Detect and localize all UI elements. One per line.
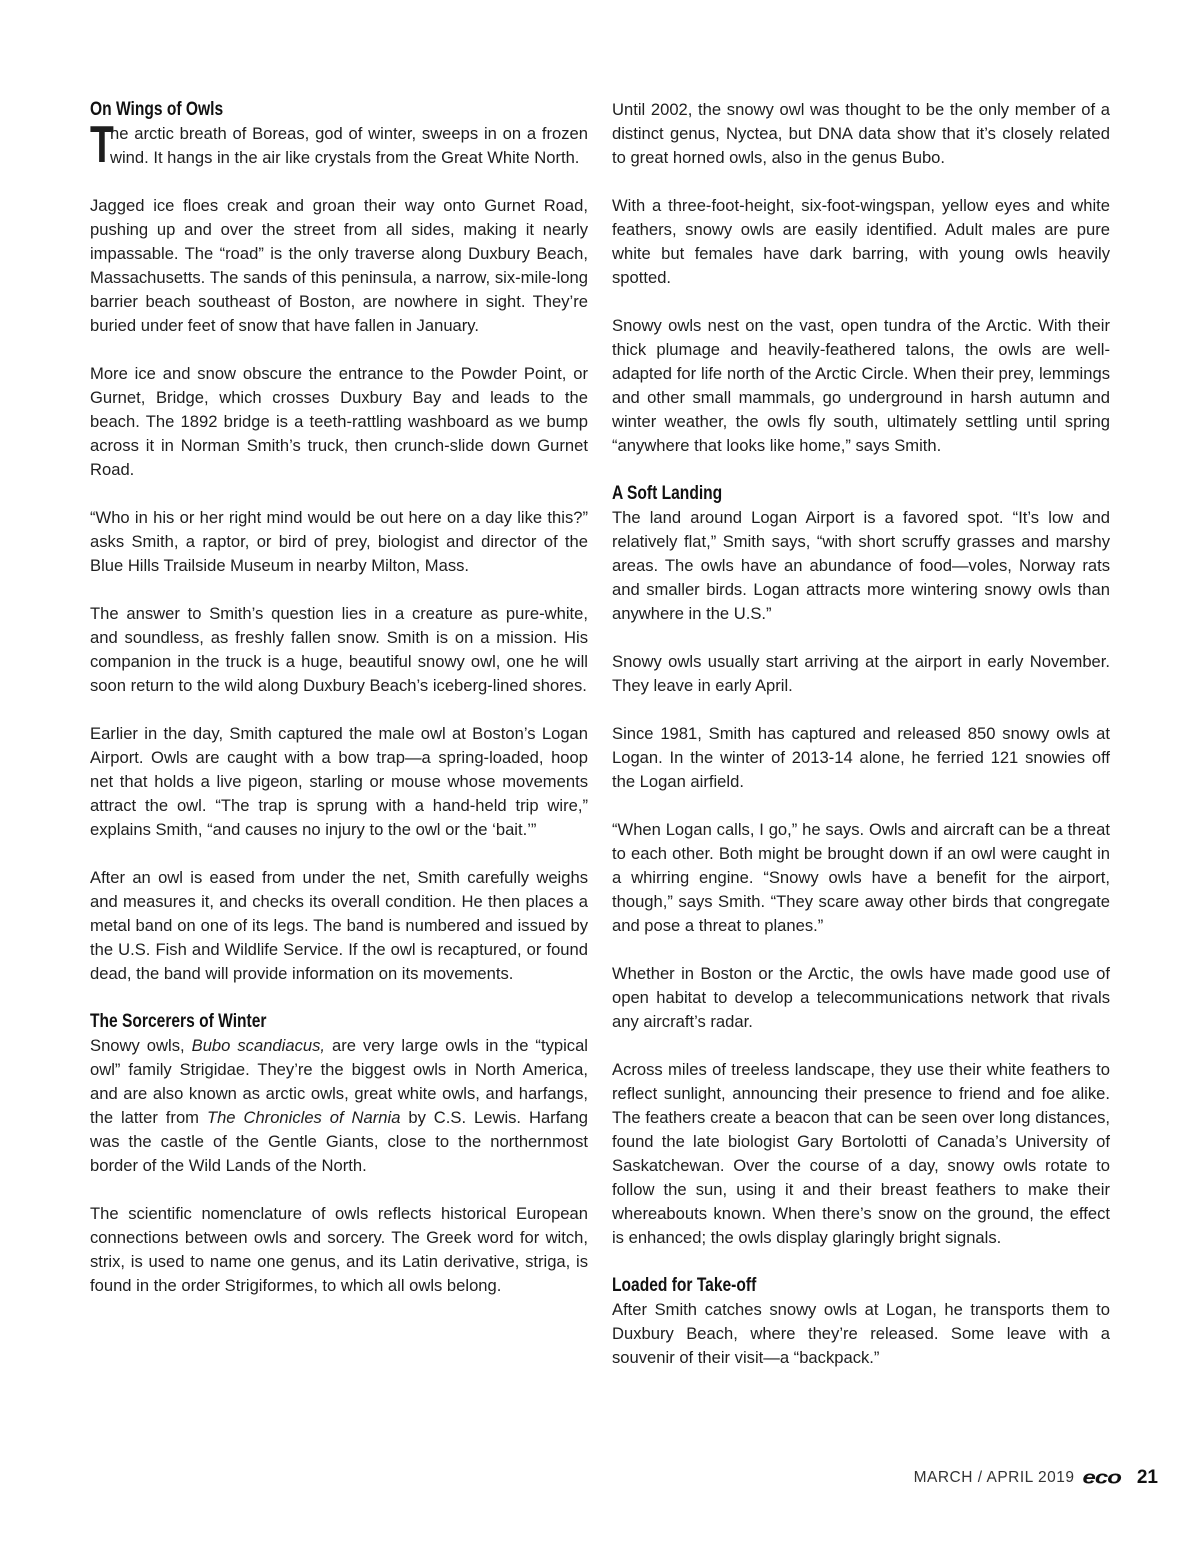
- paragraph: The answer to Smith’s question lies in a creature as pure-white, and soundless, as freshly fallen snow. Smith is on a mission. His companion in the truck is a huge, beautiful snowy owl, one he will soon return to the wild along Duxbury Beach’s iceberg-lined shores.: [90, 604, 588, 695]
- page-number: 21: [1136, 1467, 1158, 1488]
- page-footer: [914, 1463, 1158, 1493]
- paragraph: “Who in his or her right mind would be out here on a day like this?” asks Smith, a raptor, or bird of prey, biologist and director of the Blue Hills Trailside Museum in nearby Milton, Mass.: [90, 508, 588, 575]
- section-heading-on-wings-of-owls: On Wings of Owls: [90, 99, 224, 120]
- left-column: [90, 98, 588, 1322]
- book-title: The Chronicles of Narnia: [206, 1108, 401, 1127]
- paragraph: Across miles of treeless landscape, they use their white feathers to reflect sunlight, announcing their presence to friend and foe alike. The feathers create a beacon that can be seen over long distances, found the late biologist Gary Bortolotti of Canada’s University of Saskatchewan. Over the course of a day, snowy owls rotate to follow the sun, using it and their breast feathers to make their whereabouts known. When there’s snow on the ground, the effect is enhanced; the owls display glaringly bright signals.: [612, 1060, 1110, 1247]
- species-name: Bubo scandiacus,: [191, 1036, 326, 1055]
- paragraph: “When Logan calls, I go,” he says. Owls and aircraft can be a threat to each other. Both might be brought down if an owl were caught in a whirring engine. “Snowy owls have a benefit for the airport, though,” says Smith. “They scare away other birds that congregate and pose a threat to planes.”: [612, 820, 1110, 935]
- paragraph: Earlier in the day, Smith captured the male owl at Boston’s Logan Airport. Owls are caught with a bow trap—a spring-loaded, hoop net that holds a live pigeon, starling or mouse whose movements attract the owl. “The trap is sprung with a hand-held trip wire,” explains Smith, “and causes no injury to the owl or the ‘bait.’”: [90, 724, 588, 839]
- text-span: by C.S. Lewis. Harfang was the castle of the Gentle Giants, close to the northernmost border of the Wild Lands of the North.: [90, 1108, 588, 1175]
- paragraph: Snowy owls nest on the vast, open tundra of the Arctic. With their thick plumage and heavily-feathered talons, the owls are well-adapted for life north of the Arctic Circle. When their prey, lemmings and other small mammals, go underground in harsh autumn and winter weather, the owls fly south, ultimately settling until spring “anywhere that looks like home,” says Smith.: [612, 316, 1110, 455]
- paragraph: The scientific nomenclature of owls reflects historical European connections between owls and sorcery. The Greek word for witch, strix, is used to name one genus, and its Latin derivative, striga, is found in the order Strigiformes, to which all owls belong.: [90, 1204, 588, 1295]
- paragraph: After an owl is eased from under the net, Smith carefully weighs and measures it, and checks its overall condition. He then places a metal band on one of its legs. The band is numbered and issued by the U.S. Fish and Wildlife Service. If the owl is recaptured, or found dead, the band will provide information on its movements.: [90, 868, 588, 983]
- text-span: are very large owls in the “typical owl” family Strigidae. They’re the biggest owls in North America, and are also known as arctic owls, great white owls, and harfangs, the latter from: [90, 1036, 588, 1127]
- issue-date: MARCH / APRIL 2019: [913, 1469, 1075, 1486]
- section-heading-sorcerers-of-winter: The Sorcerers of Winter: [90, 1011, 267, 1032]
- paragraph-intro: [90, 116, 588, 174]
- paragraph: Since 1981, Smith has captured and released 850 snowy owls at Logan. In the winter of 2013-14 alone, he ferried 121 snowies off the Logan airfield.: [612, 724, 1110, 791]
- magazine-logo: eco: [1082, 1467, 1121, 1489]
- paragraph: Jagged ice floes creak and groan their way onto Gurnet Road, pushing up and over the street from all sides, making it nearly impassable. The “road” is the only traverse along Duxbury Beach, Massachusetts. The sands of this peninsula, a narrow, six-mile-long barrier beach southeast of Boston, are nowhere in sight. They’re buried under feet of snow that have fallen in January.: [90, 196, 588, 335]
- section-heading-loaded-for-take-off: Loaded for Take-off: [612, 1275, 757, 1296]
- paragraph: Whether in Boston or the Arctic, the owls have made good use of open habitat to develop a telecommunications network that rivals any aircraft’s radar.: [612, 964, 1110, 1031]
- paragraph: After Smith catches snowy owls at Logan, he transports them to Duxbury Beach, where they’re released. Some leave with a souvenir of their visit—a “backpack.”: [612, 1300, 1110, 1367]
- paragraph: The land around Logan Airport is a favored spot. “It’s low and relatively flat,” Smith says, “with short scruffy grasses and marshy areas. The owls have an abundance of food—voles, Norway rats and smaller birds. Logan attracts more wintering snowy owls than anywhere in the U.S.”: [612, 508, 1110, 623]
- paragraph: Until 2002, the snowy owl was thought to be the only member of a distinct genus, Nyctea, but DNA data show that it’s closely related to great horned owls, also in the genus Bubo.: [612, 100, 1110, 167]
- paragraph: [90, 1034, 588, 1178]
- text-span: Snowy owls,: [90, 1036, 192, 1055]
- paragraph: More ice and snow obscure the entrance to the Powder Point, or Gurnet, Bridge, which crosses Duxbury Bay and leads to the beach. The 1892 bridge is a teeth-rattling washboard as we bump across it in Norman Smith’s truck, then crunch-slide down Gurnet Road.: [90, 364, 588, 479]
- paragraph: Snowy owls usually start arriving at the airport in early November. They leave in early April.: [612, 652, 1110, 695]
- paragraph: With a three-foot-height, six-foot-wingspan, yellow eyes and white feathers, snowy owls are easily identified. Adult males are pure white but females have dark barring, with young owls heavily spotted.: [612, 196, 1110, 287]
- drop-cap: T: [90, 116, 114, 174]
- right-column: [612, 98, 1110, 1394]
- section-heading-soft-landing: A Soft Landing: [612, 483, 723, 504]
- intro-text: he arctic breath of Boreas, god of winter, sweeps in on a frozen wind. It hangs in the air like crystals from the Great White North.: [110, 124, 588, 167]
